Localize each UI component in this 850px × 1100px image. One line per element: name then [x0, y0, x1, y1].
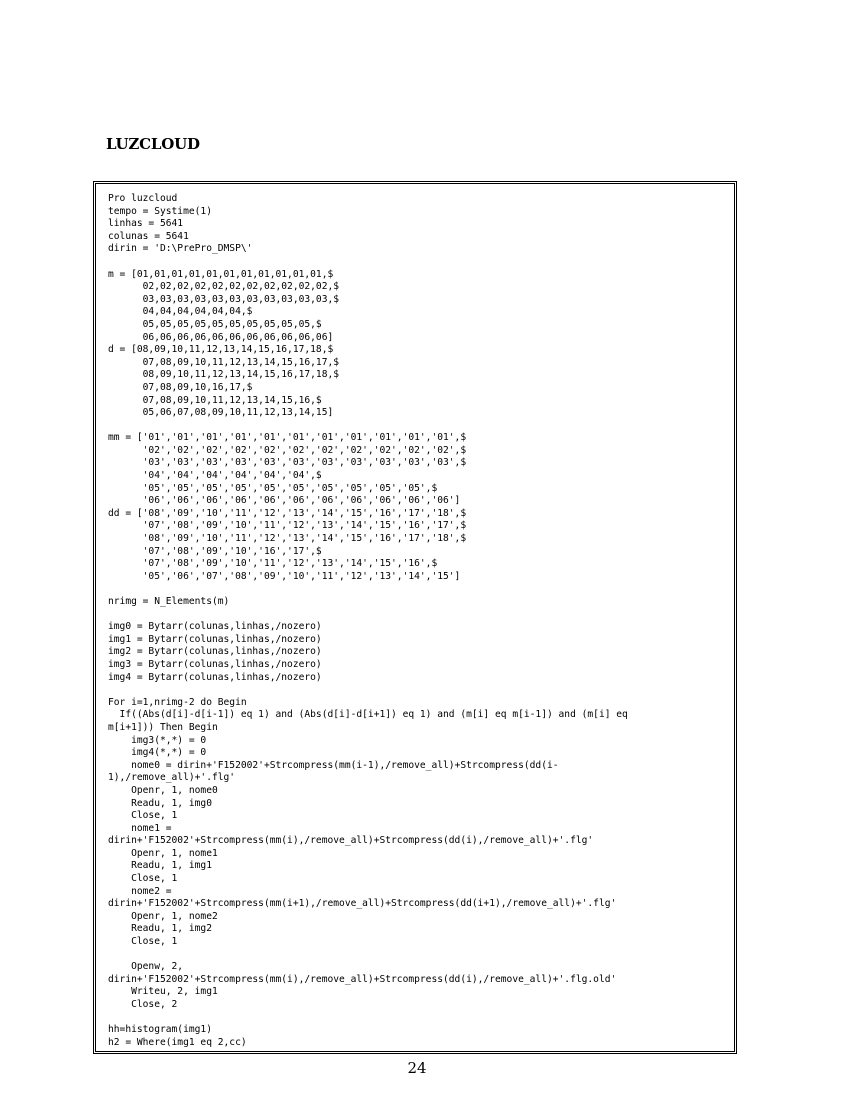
- code-line: colunas = 5641: [108, 230, 189, 242]
- code-line: nome0 = dirin+'F152002'+Strcompress(mm(i-1),/remove_all)+Strcompress(dd(i-: [108, 759, 559, 771]
- code-line: [108, 609, 628, 622]
- code-line: dirin+'F152002'+Strcompress(mm(i+1),/remove_all)+Strcompress(dd(i+1),/remove_all)+'.flg': [108, 898, 617, 910]
- code-line: img3(*,*) = 0: [108, 734, 207, 746]
- page-number: 24: [407, 1059, 427, 1077]
- code-line: mm = ['01','01','01','01','01','01','01','01','01','01','01',$: [108, 432, 467, 444]
- code-line: 04,04,04,04,04,04,$: [108, 306, 253, 318]
- code-line: Openw, 2,: [108, 961, 184, 973]
- code-line: nome1 =: [108, 822, 172, 834]
- code-line: img2 = Bytarr(colunas,linhas,/nozero): [108, 646, 322, 658]
- code-line: 02,02,02,02,02,02,02,02,02,02,02,$: [108, 281, 340, 293]
- code-line: If((Abs(d[i]-d[i-1]) eq 1) and (Abs(d[i]-d[i+1]) eq 1) and (m[i] eq m[i-1]) and (m[i] eq: [108, 709, 628, 721]
- code-line: m = [01,01,01,01,01,01,01,01,01,01,01,$: [108, 268, 334, 280]
- code-line: dirin = 'D:\PrePro_DMSP\': [108, 243, 253, 255]
- code-line: Writeu, 2, img1: [108, 986, 218, 998]
- code-line: Readu, 1, img0: [108, 797, 212, 809]
- code-line: Close, 1: [108, 810, 178, 822]
- code-line: Close, 2: [108, 999, 178, 1010]
- code-line: m[i+1])) Then Begin: [108, 721, 218, 733]
- code-line: dd = ['08','09','10','11','12','13','14','15','16','17','18',$: [108, 507, 467, 519]
- code-line: Readu, 1, img2: [108, 923, 212, 935]
- code-line: [108, 949, 628, 962]
- code-listing-frame: [93, 181, 737, 1054]
- code-line: Pro luzcloud: [108, 193, 178, 204]
- code-line: 05,06,07,08,09,10,11,12,13,14,15]: [108, 407, 334, 419]
- code-line: '05','05','05','05','05','05','05','05','05','05',$: [108, 482, 438, 494]
- code-line: tempo = Systime(1): [108, 205, 212, 217]
- code-line: 1),/remove_all)+'.flg': [108, 772, 236, 784]
- code-line: 07,08,09,10,16,17,$: [108, 381, 253, 393]
- code-line: Close, 1: [108, 873, 178, 885]
- code-line: Readu, 1, img1: [108, 860, 212, 872]
- code-line: 05,05,05,05,05,05,05,05,05,05,$: [108, 318, 322, 330]
- code-line: img4(*,*) = 0: [108, 747, 207, 759]
- code-line: Openr, 1, nome0: [108, 784, 218, 796]
- code-line: Close, 1: [108, 936, 178, 948]
- code-line: [108, 583, 628, 596]
- code-line: '02','02','02','02','02','02','02','02','02','02','02',$: [108, 444, 467, 456]
- code-line: 08,09,10,11,12,13,14,15,16,17,18,$: [108, 369, 340, 381]
- code-line: For i=1,nrimg-2 do Begin: [108, 696, 247, 708]
- section-heading: LUZCLOUD: [106, 135, 200, 153]
- code-line: nome2 =: [108, 885, 172, 897]
- code-line: nrimg = N_Elements(m): [108, 596, 230, 607]
- code-line: 03,03,03,03,03,03,03,03,03,03,03,$: [108, 293, 340, 305]
- code-line: hh=histogram(img1): [108, 1024, 212, 1036]
- code-line: h2 = Where(img1 eq 2,cc): [108, 1036, 247, 1048]
- code-listing: [108, 193, 628, 1049]
- code-line: [108, 256, 628, 269]
- code-line: '05','06','07','08','09','10','11','12','13','14','15']: [108, 570, 461, 582]
- code-line: [108, 1012, 628, 1025]
- code-line: img1 = Bytarr(colunas,linhas,/nozero): [108, 633, 322, 645]
- code-line: linhas = 5641: [108, 218, 184, 230]
- code-line: 07,08,09,10,11,12,13,14,15,16,17,$: [108, 356, 340, 368]
- code-line: '07','08','09','10','11','12','13','14','15','16','17',$: [108, 520, 467, 532]
- code-line: [108, 684, 628, 697]
- code-line: '07','08','09','10','11','12','13','14','15','16',$: [108, 558, 438, 570]
- code-line: '03','03','03','03','03','03','03','03','03','03','03',$: [108, 457, 467, 469]
- code-line: [108, 420, 628, 433]
- code-line: dirin+'F152002'+Strcompress(mm(i),/remove_all)+Strcompress(dd(i),/remove_all)+'.flg': [108, 835, 594, 847]
- code-line: '08','09','10','11','12','13','14','15','16','17','18',$: [108, 533, 467, 545]
- code-line: img4 = Bytarr(colunas,linhas,/nozero): [108, 671, 322, 683]
- code-line: '06','06','06','06','06','06','06','06','06','06','06']: [108, 495, 461, 507]
- code-line: '07','08','09','10','16','17',$: [108, 545, 322, 557]
- code-line: img3 = Bytarr(colunas,linhas,/nozero): [108, 658, 322, 670]
- code-line: '04','04','04','04','04','04',$: [108, 470, 322, 482]
- code-line: 06,06,06,06,06,06,06,06,06,06,06]: [108, 331, 334, 343]
- code-line: dirin+'F152002'+Strcompress(mm(i),/remove_all)+Strcompress(dd(i),/remove_all)+'.flg.old': [108, 973, 617, 985]
- code-line: 07,08,09,10,11,12,13,14,15,16,$: [108, 394, 322, 406]
- code-line: Openr, 1, nome1: [108, 847, 218, 859]
- code-line: d = [08,09,10,11,12,13,14,15,16,17,18,$: [108, 344, 334, 356]
- code-line: img0 = Bytarr(colunas,linhas,/nozero): [108, 621, 322, 633]
- code-line: Openr, 1, nome2: [108, 910, 218, 922]
